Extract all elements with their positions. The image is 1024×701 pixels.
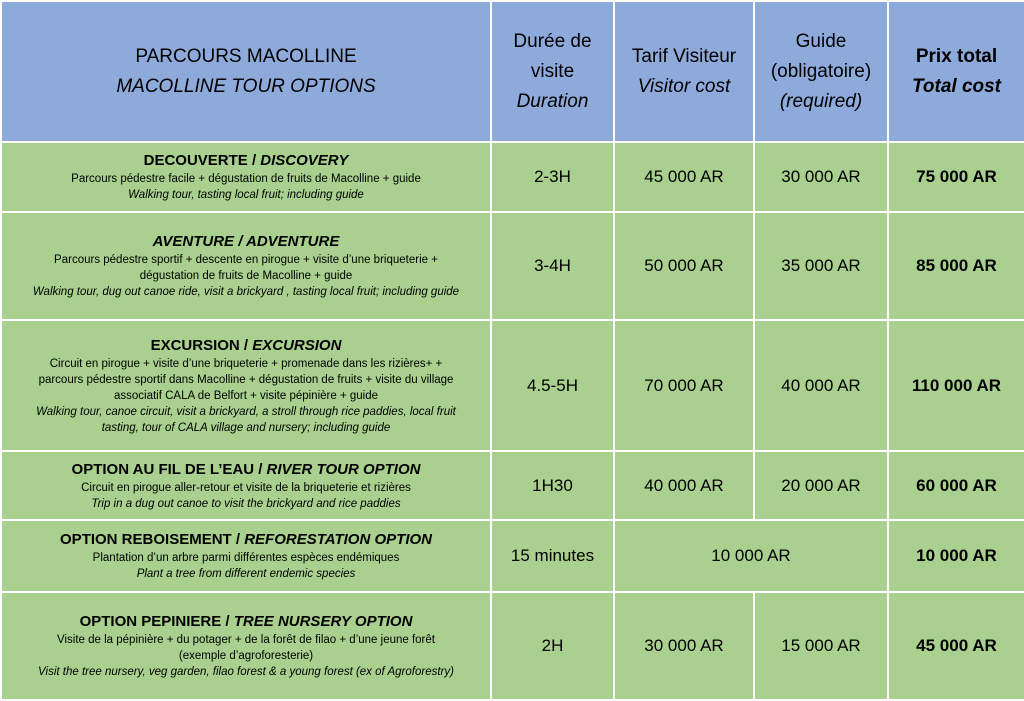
tour-description <box>1 320 491 451</box>
header-duration-fr-line1: Durée de <box>513 30 592 52</box>
duration-cell: 2-3H <box>491 142 614 212</box>
tour-title: DECOUVERTE / DISCOVERY <box>143 152 349 169</box>
tour-desc-fr: Visite de la pépinière + du potager + de la forêt de filao + d’une jeune forêt <box>57 634 435 646</box>
duration-cell: 2H <box>491 592 614 700</box>
tour-desc-en: Trip in a dug out canoe to visit the brickyard and rice paddies <box>91 497 401 510</box>
tour-title: OPTION AU FIL DE L’EAU / RIVER TOUR OPTION <box>71 460 421 478</box>
total-cost-cell: 45 000 AR <box>888 592 1024 700</box>
visitor-cost-cell: 45 000 AR <box>614 142 754 212</box>
header-duration-fr-line2: visite <box>530 60 575 82</box>
visitor-cost-cell: 50 000 AR <box>614 212 754 320</box>
total-cost-cell: 75 000 AR <box>888 142 1024 212</box>
tour-description <box>1 212 491 320</box>
tour-desc-fr: Plantation d’un arbre parmi différentes espèces endémiques <box>92 552 400 564</box>
table-row <box>1 592 1024 700</box>
header-guide-fr-line1: Guide <box>795 30 847 52</box>
tour-title: EXCURSION / EXCURSION <box>150 336 342 354</box>
tour-desc-en: Walking tour, tasting local fruit; including guide <box>128 189 364 201</box>
total-cost-cell: 10 000 AR <box>888 520 1024 592</box>
tour-title: OPTION PEPINIERE / TREE NURSERY OPTION <box>79 613 413 630</box>
tour-description <box>1 142 491 212</box>
table-row <box>1 142 1024 212</box>
tour-desc-en: Walking tour, canoe circuit, visit a brickyard, a stroll through rice paddies, local fruit <box>36 405 456 418</box>
tour-description <box>1 520 491 592</box>
tour-description <box>1 451 491 520</box>
guide-cost-cell: 20 000 AR <box>754 451 888 520</box>
tour-desc-fr: dégustation de fruits de Macolline + guide <box>139 270 353 282</box>
tour-desc-en: Walking tour, dug out canoe ride, visit a brickyard , tasting local fruit; including guide <box>32 286 460 298</box>
header-visitor-en: Visitor cost <box>637 75 731 97</box>
tour-desc-fr: Circuit en pirogue aller-retour et visite de la briqueterie et rizières <box>81 481 411 494</box>
guide-cost-cell: 30 000 AR <box>754 142 888 212</box>
duration-cell: 1H30 <box>491 451 614 520</box>
header-tour-title <box>1 1 491 142</box>
header-visitor-fr: Tarif Visiteur <box>631 45 737 67</box>
tour-desc-en: tasting, tour of CALA village and nursery; including guide <box>101 421 391 434</box>
tour-desc-fr: Circuit en pirogue + visite d’une briqueterie + promenade dans les rizières+ + <box>49 357 443 370</box>
header-duration <box>491 1 614 142</box>
table-row <box>1 520 1024 592</box>
header-total-fr: Prix total <box>915 45 998 67</box>
tour-description <box>1 592 491 700</box>
guide-cost-cell: 35 000 AR <box>754 212 888 320</box>
tour-desc-fr: parcours pédestre sportif dans Macolline + dégustation de fruits + visite du village <box>38 373 454 386</box>
header-title-en: MACOLLINE TOUR OPTIONS <box>116 75 376 97</box>
header-total-cost <box>888 1 1024 142</box>
header-guide-en: (required) <box>779 90 863 112</box>
tour-desc-en: Plant a tree from different endemic species <box>136 568 356 580</box>
header-title-fr: PARCOURS MACOLLINE <box>135 45 357 67</box>
duration-cell: 15 minutes <box>491 520 614 592</box>
tour-desc-fr: associatif CALA de Belfort + visite pépinière + guide <box>113 389 379 402</box>
header-total-en: Total cost <box>911 75 1002 97</box>
tour-desc-fr: (exemple d’agroforesterie) <box>178 650 314 662</box>
duration-cell: 3-4H <box>491 212 614 320</box>
table-row <box>1 212 1024 320</box>
duration-cell: 4.5-5H <box>491 320 614 451</box>
tour-title: OPTION REBOISEMENT / REFORESTATION OPTION <box>60 531 432 548</box>
visitor-cost-cell: 40 000 AR <box>614 451 754 520</box>
visitor-cost-cell: 70 000 AR <box>614 320 754 451</box>
table-row <box>1 320 1024 451</box>
guide-cost-cell: 15 000 AR <box>754 592 888 700</box>
header-guide-fr-line2: (obligatoire) <box>770 60 872 82</box>
guide-cost-cell: 40 000 AR <box>754 320 888 451</box>
tour-desc-fr: Parcours pédestre facile + dégustation de fruits de Macolline + guide <box>71 173 421 185</box>
tour-title: AVENTURE / ADVENTURE <box>152 233 340 250</box>
visitor-cost-cell: 30 000 AR <box>614 592 754 700</box>
header-duration-en: Duration <box>516 90 589 112</box>
tour-desc-en: Visit the tree nursery, veg garden, filao forest & a young forest (ex of Agroforestry) <box>38 666 454 678</box>
total-cost-cell: 110 000 AR <box>888 320 1024 451</box>
header-guide <box>754 1 888 142</box>
total-cost-cell: 60 000 AR <box>888 451 1024 520</box>
table-row <box>1 451 1024 520</box>
header-visitor-cost <box>614 1 754 142</box>
total-cost-cell: 85 000 AR <box>888 212 1024 320</box>
header-row <box>1 1 1024 142</box>
tour-desc-fr: Parcours pédestre sportif + descente en pirogue + visite d’une briqueterie + <box>54 254 438 266</box>
combined-cost-cell: 10 000 AR <box>614 520 888 592</box>
